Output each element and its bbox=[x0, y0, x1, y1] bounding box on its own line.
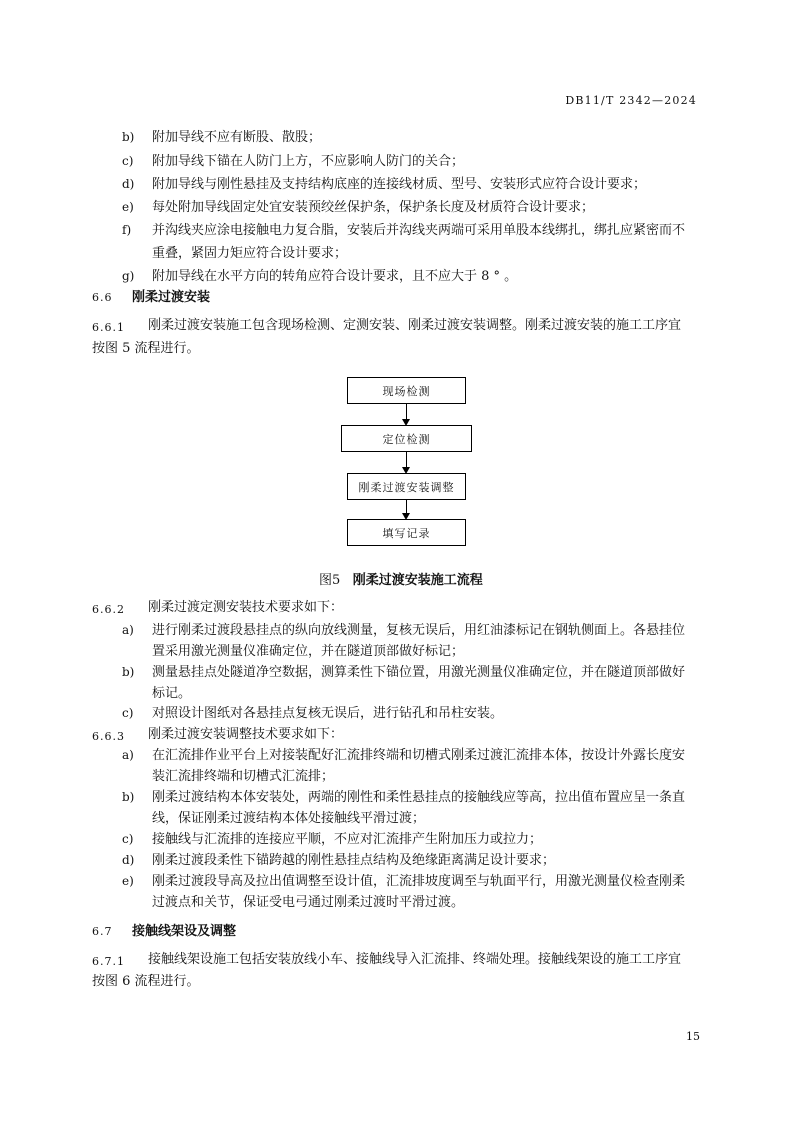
figure-caption bbox=[319, 569, 483, 588]
list-label: c) bbox=[122, 706, 134, 720]
section-number: 6.6 bbox=[92, 291, 113, 304]
paragraph-line: 刚柔过渡定测安装技术要求如下： bbox=[148, 600, 344, 615]
list-item: 刚柔过渡结构本体安装处，两端的刚性和柔性悬挂点的接触线应等高，拉出值布置应呈一条直 bbox=[152, 790, 686, 805]
flow-step-box: 刚柔过渡安装调整 bbox=[347, 473, 466, 500]
list-item: 接触线与汇流排的连接应平顺，不应对汇流排产生附加压力或拉力； bbox=[152, 832, 543, 847]
list-label: d) bbox=[122, 853, 135, 867]
list-item-cont: 线，保证刚柔过渡结构本体处接触线平滑过渡； bbox=[152, 811, 426, 826]
list-item: 刚柔过渡段导高及拉出值调整至设计值，汇流排坡度调至与轨面平行，用激光测量仪检查刚柔 bbox=[152, 874, 686, 889]
clause-number: 6.6.3 bbox=[92, 730, 125, 743]
paragraph-line: 刚柔过渡安装调整技术要求如下： bbox=[148, 727, 344, 742]
list-item: 测量悬挂点处隧道净空数据，测算柔性下锚位置，用激光测量仪准确定位，并在隧道顶部做好 bbox=[152, 665, 686, 680]
list-item-cont: 过渡点和关节，保证受电弓通过刚柔过渡时平滑过渡。 bbox=[152, 895, 465, 910]
list-label: e) bbox=[122, 874, 134, 888]
paragraph-line: 刚柔过渡安装施工包含现场检测、定测安装、刚柔过渡安装调整。刚柔过渡安装的施工工序宜 bbox=[148, 318, 682, 333]
list-label: c) bbox=[122, 832, 134, 846]
list-item: 附加导线与刚性悬挂及支持结构底座的连接线材质、型号、安装形式应符合设计要求； bbox=[152, 177, 647, 192]
list-item: 附加导线在水平方向的转角应符合设计要求，且不应大于 8 ° 。 bbox=[152, 269, 518, 284]
paragraph-line: 按图 6 流程进行。 bbox=[92, 974, 200, 989]
paragraph-line: 按图 5 流程进行。 bbox=[92, 341, 200, 356]
list-label: c) bbox=[122, 154, 134, 168]
list-item: 并沟线夹应涂电接触电力复合脂，安装后并沟线夹两端可采用单股本线绑扎，绑扎应紧密而不 bbox=[152, 223, 686, 238]
section-title: 刚柔过渡安装 bbox=[132, 290, 211, 305]
paragraph-line: 接触线架设施工包括安装放线小车、接触线导入汇流排、终端处理。接触线架设的施工工序宜 bbox=[148, 952, 682, 967]
list-item: 对照设计图纸对各悬挂点复核无误后，进行钻孔和吊柱安装。 bbox=[152, 706, 504, 721]
list-label: b) bbox=[122, 665, 135, 679]
flow-step-box: 填写记录 bbox=[347, 519, 466, 546]
section-title: 接触线架设及调整 bbox=[132, 924, 237, 939]
list-label: d) bbox=[122, 177, 135, 191]
doc-header-id: DB11/T 2342—2024 bbox=[565, 94, 697, 107]
list-item-cont: 装汇流排终端和切槽式汇流排； bbox=[152, 769, 335, 784]
list-item: 在汇流排作业平台上对接装配好汇流排终端和切槽式刚柔过渡汇流排本体，按设计外露长度安 bbox=[152, 748, 686, 763]
page-number: 15 bbox=[686, 1030, 700, 1043]
clause-number: 6.6.2 bbox=[92, 603, 125, 616]
list-item: 附加导线不应有断股、散股； bbox=[152, 130, 322, 145]
list-label: e) bbox=[122, 200, 134, 214]
section-number: 6.7 bbox=[92, 925, 113, 938]
list-item-cont: 重叠，紧固力矩应符合设计要求； bbox=[152, 246, 348, 261]
list-label: b) bbox=[122, 130, 135, 144]
list-label: a) bbox=[122, 623, 134, 637]
list-label: a) bbox=[122, 748, 134, 762]
list-item: 附加导线下锚在人防门上方，不应影响人防门的关合； bbox=[152, 154, 465, 169]
list-label: g) bbox=[122, 269, 135, 283]
flow-step-box: 定位检测 bbox=[341, 425, 472, 452]
clause-number: 6.7.1 bbox=[92, 955, 125, 968]
figure-number: 图5 bbox=[319, 573, 341, 588]
list-label: f) bbox=[122, 223, 132, 237]
list-item: 每处附加导线固定处宜安装预绞丝保护条，保护条长度及材质符合设计要求； bbox=[152, 200, 595, 215]
clause-number: 6.6.1 bbox=[92, 321, 125, 334]
list-item-cont: 置采用激光测量仪准确定位，并在隧道顶部做好标记； bbox=[152, 644, 465, 659]
flow-step-box: 现场检测 bbox=[347, 377, 466, 404]
figure-title: 刚柔过渡安装施工流程 bbox=[352, 573, 483, 588]
list-item: 进行刚柔过渡段悬挂点的纵向放线测量，复核无误后，用红油漆标记在钢轨侧面上。各悬挂位 bbox=[152, 623, 686, 638]
list-label: b) bbox=[122, 790, 135, 804]
list-item: 刚柔过渡段柔性下锚跨越的刚性悬挂点结构及绝缘距离满足设计要求； bbox=[152, 853, 556, 868]
list-item-cont: 标记。 bbox=[152, 686, 192, 701]
